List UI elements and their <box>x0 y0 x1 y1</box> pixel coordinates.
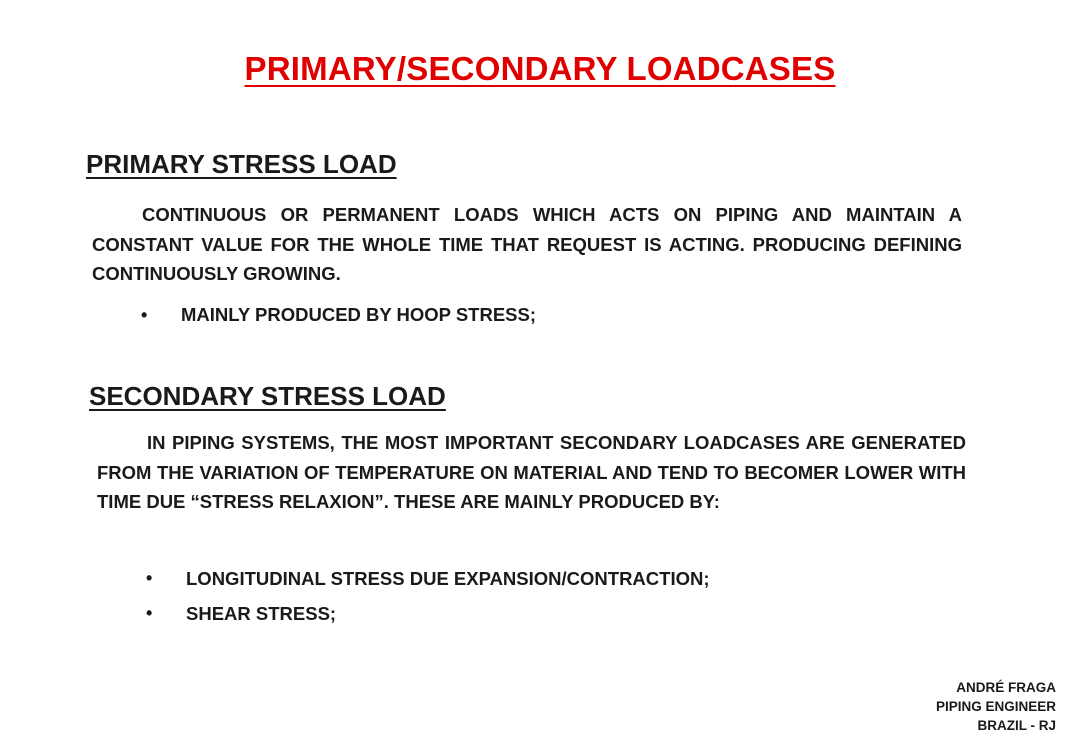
bullet-text: LONGITUDINAL STRESS DUE EXPANSION/CONTRACTION; <box>186 568 710 589</box>
primary-stress-heading: PRIMARY STRESS LOAD <box>86 149 397 179</box>
author-name: ANDRÉ FRAGA <box>956 680 1056 695</box>
author-role: PIPING ENGINEER <box>935 699 1056 714</box>
secondary-bullet-list <box>146 561 710 631</box>
bullet-icon: • <box>141 305 148 325</box>
secondary-stress-heading: SECONDARY STRESS LOAD <box>89 381 446 411</box>
bullet-icon: • <box>146 603 153 623</box>
list-item <box>146 561 710 596</box>
bullet-text: SHEAR STRESS; <box>186 603 337 624</box>
author-location: BRAZIL - RJ <box>977 718 1056 733</box>
list-item <box>141 302 536 328</box>
bullet-icon: • <box>146 568 153 588</box>
secondary-stress-paragraph: IN PIPING SYSTEMS, THE MOST IMPORTANT SECONDARY LOADCASES ARE GENERATED FROM THE VARIATION OF TEMPERATURE ON MATERIAL AND TEND TO BECOMER LOWER WITH TIME DUE “STRESS RELAXION”. THESE ARE MAINLY PRODUCED BY: <box>97 432 966 512</box>
primary-stress-paragraph: CONTINUOUS OR PERMANENT LOADS WHICH ACTS ON PIPING AND MAINTAIN A CONSTANT VALUE FOR THE WHOLE TIME THAT REQUEST IS ACTING. PRODUCING DEFINING CONTINUOUSLY GROWING. <box>92 204 962 284</box>
list-item <box>146 596 710 631</box>
primary-bullet-list <box>141 302 536 328</box>
author-signature <box>936 678 1056 735</box>
page-title: PRIMARY/SECONDARY LOADCASES <box>244 50 836 87</box>
bullet-text: MAINLY PRODUCED BY HOOP STRESS; <box>181 304 536 325</box>
